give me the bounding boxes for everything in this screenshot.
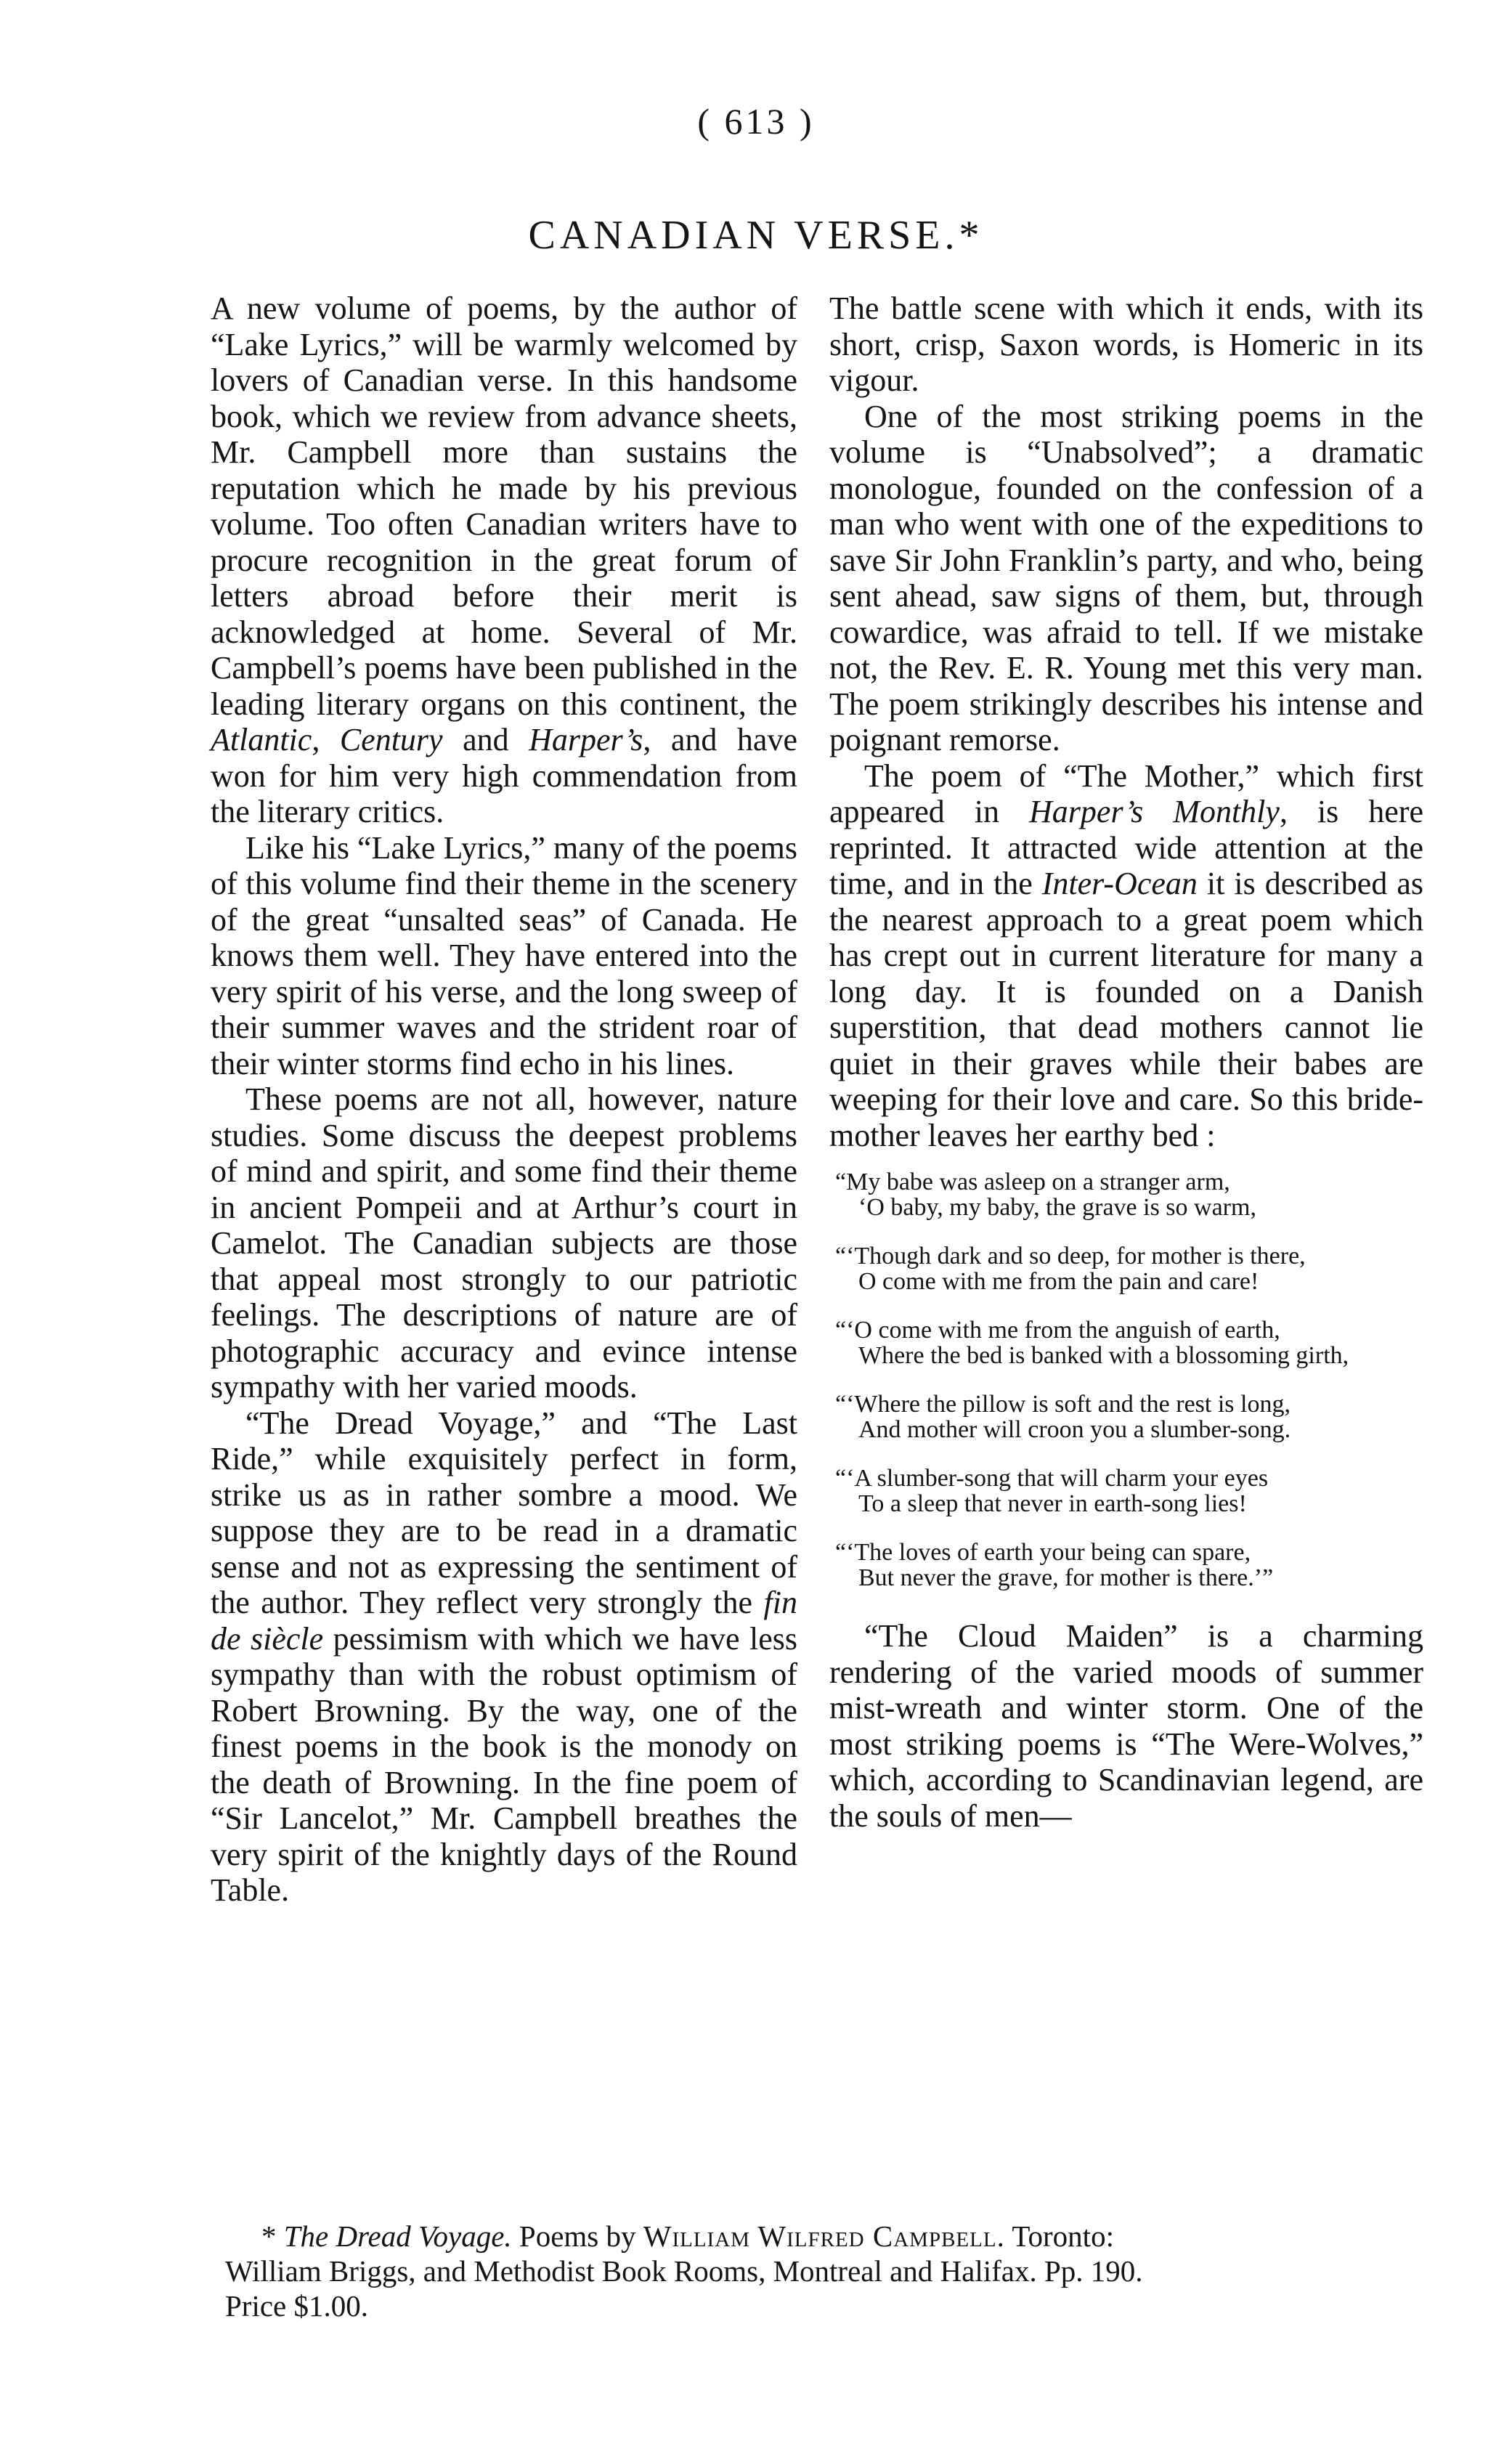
poem-line: “‘O come with me from the anguish of earth, <box>835 1317 1280 1344</box>
footnote-line-3: Price $1.00. <box>225 2289 368 2323</box>
right-paragraph-3: The poem of “The Mother,” which first appeared in Harper’s Monthly, is here reprinted. It attracted wide attention at the time, and in the Inter-Ocean it is described as the nearest approach to a great poem which has crept out in current literature for many a long day. It is founded on a Danish superstition, that dead mothers cannot lie quiet in their graves while their babes are weeping for their love and care. So this bride-mother leaves her earthy bed : <box>829 757 1424 1153</box>
poem-line: “‘Where the pillow is soft and the rest is long, <box>835 1391 1291 1418</box>
poem-line: “‘Though dark and so deep, for mother is there, <box>835 1243 1306 1269</box>
poem-line: ‘O baby, my baby, the grave is so warm, <box>858 1194 1256 1221</box>
poem-stanza <box>829 1392 1423 1442</box>
poem-stanza <box>829 1540 1423 1590</box>
poem-stanza <box>829 1466 1423 1516</box>
poem-line: To a sleep that never in earth-song lies! <box>858 1490 1247 1517</box>
poem-line: But never the grave, for mother is there.’” <box>858 1564 1274 1591</box>
left-paragraph-2: Like his “Lake Lyrics,” many of the poems of this volume find their theme in the scenery of the great “unsalted seas” of Canada. He knows them well. They have entered into the very spirit of his verse, and the long sweep of their summer waves and the strident roar of their winter storms find echo in his lines. <box>211 829 797 1081</box>
left-paragraph-4: “The Dread Voyage,” and “The Last Ride,” while exquisitely perfect in form, strike us as in rather sombre a mood. We suppose they are to be read in a dramatic sense and not as expressing the sentiment of the author. They reflect very strongly the fin de siècle pessimism with which we have less sympathy than with the robust optimism of Robert Browning. By the way, one of the finest poems in the book is the monody on the death of Browning. In the fine poem of “Sir Lancelot,” Mr. Campbell breathes the very spirit of the knightly days of the Round Table. <box>211 1405 797 1908</box>
footnote-line-1: * The Dread Voyage. Poems by William Wilfred Campbell. Toronto: <box>261 2219 1114 2253</box>
footnote <box>225 2219 1423 2323</box>
article-title: CANADIAN VERSE.* <box>528 213 984 258</box>
left-column <box>211 291 797 1909</box>
poem-quotation <box>829 1169 1423 1590</box>
page-number: ( 613 ) <box>697 101 815 142</box>
right-paragraph-1: The battle scene with which it ends, with its short, crisp, Saxon words, is Homeric in its vigour. <box>829 291 1423 398</box>
poem-line: And mother will croon you a slumber-song. <box>858 1416 1291 1443</box>
poem-line: “‘A slumber-song that will charm your eyes <box>835 1465 1269 1492</box>
left-paragraph-1: A new volume of poems, by the author of “Lake Lyrics,” will be warmly welcomed by lovers of Canadian verse. In this handsome book, which we review from advance sheets, Mr. Campbell more than sustains the reputation which he made by his previous volume. Too often Canadian writers have to procure recognition in the great forum of letters abroad before their merit is acknowledged at home. Several of Mr. Campbell’s poems have been published in the leading literary organs on this continent, the Atlantic, Century and Harper’s, and have won for him very high commendation from the literary critics. <box>211 291 797 829</box>
poem-line: “My babe was asleep on a stranger arm, <box>835 1169 1230 1195</box>
footnote-line-2: William Briggs, and Methodist Book Rooms, Montreal and Halifax. Pp. 190. <box>225 2254 1143 2288</box>
poem-stanza <box>829 1243 1423 1294</box>
poem-stanza <box>829 1169 1423 1220</box>
left-paragraph-3: These poems are not all, however, nature studies. Some discuss the deepest problems of mind and spirit, and some find their theme in ancient Pompeii and at Arthur’s court in Camelot. The Canadian subjects are those that appeal most strongly to our patriotic feelings. The descriptions of nature are of photographic accuracy and evince intense sympathy with her varied moods. <box>211 1081 797 1405</box>
right-paragraph-4: “The Cloud Maiden” is a charming rendering of the varied moods of summer mist-wreath and winter storm. One of the most striking poems is “The Were-Wolves,” which, according to Scandinavian legend, are the souls of men— <box>829 1618 1423 1834</box>
poem-line: “‘The loves of earth your being can spare, <box>835 1539 1251 1566</box>
poem-line: Where the bed is banked with a blossoming girth, <box>858 1342 1349 1369</box>
poem-stanza <box>829 1317 1423 1368</box>
poem-line: O come with me from the pain and care! <box>858 1268 1259 1295</box>
right-paragraph-2: One of the most striking poems in the volume is “Unabsolved”; a dramatic monologue, founded on the confession of a man who went with one of the expeditions to save Sir John Franklin’s party, and who, being sent ahead, saw signs of them, but, through cowardice, was afraid to tell. If we mistake not, the Rev. E. R. Young met this very man. The poem strikingly describes his intense and poignant remorse. <box>829 398 1423 757</box>
right-column <box>829 291 1423 1834</box>
